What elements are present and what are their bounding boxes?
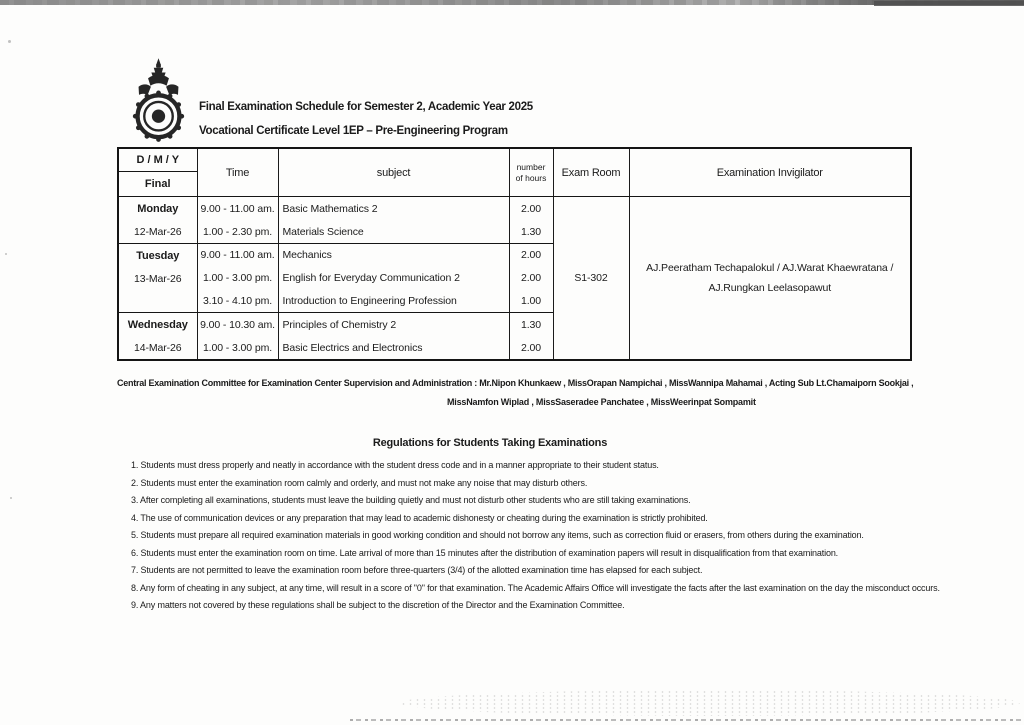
exam-date: 13-Mar-26 — [133, 272, 182, 285]
document-title: Final Examination Schedule for Semester 2, Academic Year 2025 — [199, 101, 533, 113]
exam-schedule-table — [117, 147, 912, 361]
exam-hours: 2.00 — [509, 267, 553, 290]
exam-time: 1.00 - 3.00 pm. — [197, 336, 278, 360]
exam-hours: 2.00 — [509, 244, 553, 267]
scan-artifact-top-band — [0, 0, 1024, 5]
invigilator-cell — [629, 197, 911, 361]
exam-time: 3.10 - 4.10 pm. — [197, 290, 278, 313]
regulation-item: 7. Students are not permitted to leave the examination room before three-quarters (3/4) of the allotted examination time has elapsed for each subject. — [131, 565, 703, 575]
column-header-room: Exam Room — [553, 148, 629, 197]
exam-day-cell — [118, 313, 197, 361]
regulation-item: 4. The use of communication devices or any preparation that may lead to academic dishonesty or cheating during the examination is strictly prohibited. — [131, 512, 708, 523]
exam-subject: Principles of Chemistry 2 — [278, 313, 509, 337]
exam-time: 9.00 - 10.30 am. — [197, 313, 278, 337]
exam-subject: English for Everyday Communication 2 — [278, 267, 509, 290]
exam-date: 12-Mar-26 — [133, 225, 182, 238]
scan-artifact-top-right — [874, 1, 1024, 6]
header-dmy-label: D / M / Y — [119, 149, 197, 172]
invigilator-line-2: AJ.Rungkan Leelasopawut — [708, 282, 832, 294]
title-block — [199, 101, 533, 145]
exam-subject: Materials Science — [278, 220, 509, 244]
exam-hours: 1.30 — [509, 313, 553, 337]
column-header-hours — [509, 148, 553, 197]
exam-hours: 1.30 — [509, 220, 553, 244]
committee-note-line-1: Central Examination Committee for Examination Center Supervision and Administration : Mr.Nipon Khunkaew , MissOrapan Nampichai , MissWannipa Mahamai , Acting Sub Lt.Chamaiporn Sookjai , — [117, 378, 914, 388]
scan-artifact-bottom-speckle — [400, 690, 1020, 716]
column-header-date — [118, 148, 197, 197]
exam-day: Wednesday — [127, 318, 188, 331]
exam-day-cell — [118, 244, 197, 313]
exam-hours: 2.00 — [509, 197, 553, 221]
exam-subject: Mechanics — [278, 244, 509, 267]
exam-hours: 1.00 — [509, 290, 553, 313]
document-header — [130, 57, 533, 145]
scan-speck — [10, 497, 12, 499]
schedule-row — [118, 197, 911, 221]
column-header-invigilator: Examination Invigilator — [629, 148, 911, 197]
document-subtitle: Vocational Certificate Level 1EP – Pre-Engineering Program — [199, 125, 508, 137]
regulation-item: 6. Students must enter the examination room on time. Late arrival of more than 15 minutes after the distribution of examination papers will result in disqualification from that examination. — [131, 547, 839, 558]
exam-time: 1.00 - 3.00 pm. — [197, 267, 278, 290]
scan-speck — [5, 253, 7, 255]
regulations-list — [131, 457, 940, 615]
exam-time: 1.00 - 2.30 pm. — [197, 220, 278, 244]
exam-room-cell: S1-302 — [553, 197, 629, 361]
exam-hours: 2.00 — [509, 336, 553, 360]
header-row — [118, 148, 911, 197]
schedule-table-head — [118, 148, 911, 197]
column-header-subject: subject — [278, 148, 509, 197]
exam-subject: Introduction to Engineering Profession — [278, 290, 509, 313]
hours-label-line2: of hours — [515, 172, 547, 183]
exam-day: Tuesday — [136, 249, 180, 262]
exam-day-cell — [118, 197, 197, 244]
scan-speck — [8, 40, 11, 43]
regulation-item: 5. Students must prepare all required examination materials in good working condition and should not borrow any items, such as correction fluid or erasers, from others during the examination. — [131, 530, 864, 540]
exam-date: 14-Mar-26 — [133, 341, 182, 354]
regulation-item: 3. After completing all examinations, students must leave the building quietly and must not disturb other students who are still taking examinations. — [131, 495, 691, 505]
exam-time: 9.00 - 11.00 am. — [197, 197, 278, 221]
committee-note-line-2: MissNamfon Wiplad , MissSaseradee Panchatee , MissWeerinpat Sompamit — [447, 397, 756, 407]
exam-subject: Basic Electrics and Electronics — [278, 336, 509, 360]
hours-label-line1: number — [516, 161, 546, 172]
exam-day: Monday — [137, 202, 179, 215]
regulations-heading: Regulations for Students Taking Examinations — [372, 437, 608, 449]
regulation-item: 9. Any matters not covered by these regulations shall be subject to the discretion of the Director and the Examination Committee. — [131, 600, 625, 610]
exam-subject: Basic Mathematics 2 — [278, 197, 509, 221]
exam-time: 9.00 - 11.00 am. — [197, 244, 278, 267]
scan-artifact-bottom-line — [350, 719, 1024, 721]
header-final-label: Final — [144, 178, 171, 190]
invigilator-line-1: AJ.Peeratham Techapalokul / AJ.Warat Khaewratana / — [646, 262, 894, 274]
schedule-table-body — [118, 197, 911, 361]
column-header-time: Time — [197, 148, 278, 197]
regulation-item: 1. Students must dress properly and neatly in accordance with the student dress code and in a manner appropriate to their student status. — [131, 460, 659, 470]
regulation-item: 8. Any form of cheating in any subject, at any time, will result in a score of "0" for that examination. The Academic Affairs Office will investigate the facts after the last examination on the day the misconduct occurs. — [131, 582, 940, 593]
university-seal-logo — [130, 57, 187, 145]
regulation-item: 2. Students must enter the examination room calmly and orderly, and must not make any noise that may disturb others. — [131, 477, 588, 488]
